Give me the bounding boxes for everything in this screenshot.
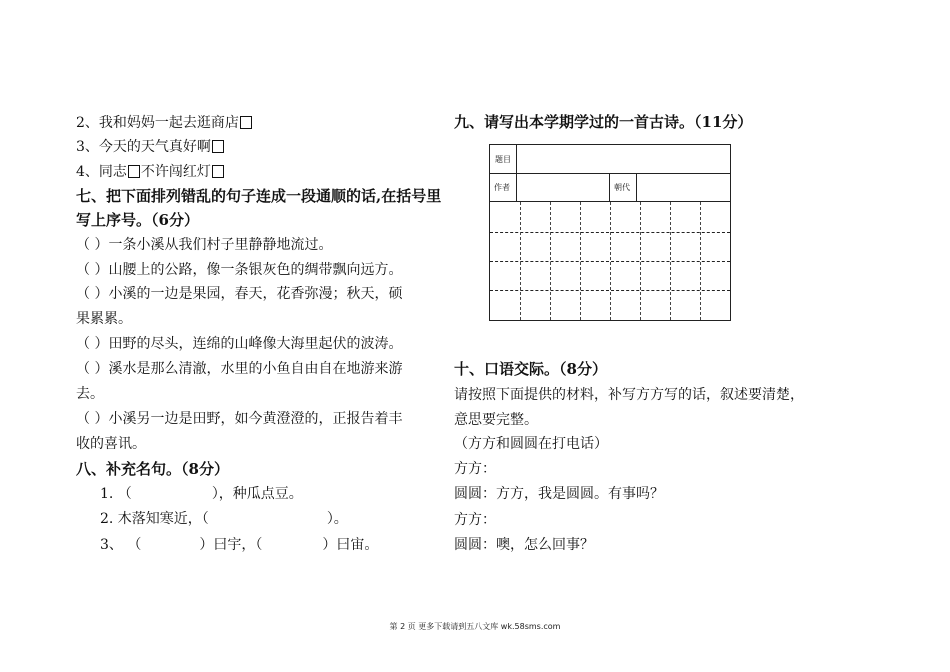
q7-line: （ ）小溪的一边是果园，春天，花香弥漫；秋天，硕 — [76, 286, 403, 302]
q8-text: ）曰宇，（ — [199, 537, 263, 553]
q7-line: （ ）小溪另一边是田野，如今黄澄澄的，正报告着丰 — [76, 411, 403, 427]
page-footer: 第 2 页 更多下载请到五八文库 wk.58sms.com — [389, 622, 561, 631]
q6-item-3 — [76, 137, 225, 157]
poem-grid — [489, 144, 731, 321]
poem-dynasty-input[interactable] — [637, 173, 730, 201]
q8-text: 1. （ — [100, 486, 132, 502]
punctuation-box[interactable] — [212, 140, 224, 153]
q7-line: （ ）溪水是那么清澈，水里的小鱼自由自在地游来游 — [76, 361, 403, 377]
q8-text: ），种瓜点豆。 — [211, 486, 303, 502]
poem-author-label: 作者 — [494, 183, 510, 192]
q10-line: （方方和圆圆在打电话） — [454, 436, 608, 452]
q10-line: 请按照下面提供的材料，补写方方写的话，叙述要清楚， — [454, 387, 804, 403]
q8-title: 八、补充名句。（8分） — [76, 460, 229, 478]
q6-item-text: 2、我和妈妈一起去逛商店 — [76, 115, 239, 131]
q9-title: 九、请写出本学期学过的一首古诗。（11分） — [454, 113, 753, 131]
q7-line: （ ）山腰上的公路，像一条银灰色的绸带飘向远方。 — [76, 262, 403, 278]
q7-line: 去。 — [76, 386, 104, 402]
q10-line: 圆圆：方方，我是圆圆。有事吗？ — [454, 486, 664, 502]
q8-item-2 — [100, 509, 348, 529]
poem-title-label: 题目 — [495, 155, 511, 164]
poem-author-input[interactable] — [517, 173, 609, 201]
q8-text: 3、 （ — [100, 537, 142, 553]
q7-title: 七、把下面排列错乱的句子连成一段通顺的话,在括号里 — [76, 187, 442, 205]
q10-line: 意思要完整。 — [454, 412, 538, 428]
q6-item-4 — [76, 162, 225, 182]
q8-text: ）。 — [326, 511, 348, 527]
q7-line: 收的喜讯。 — [76, 436, 146, 452]
q8-item-1 — [100, 484, 303, 504]
punctuation-box[interactable] — [240, 116, 252, 129]
punctuation-box[interactable] — [128, 165, 140, 178]
punctuation-box[interactable] — [212, 165, 224, 178]
q7-title-cont: 写上序号。（6分） — [76, 211, 199, 229]
q6-item-text: 4、同志 — [76, 164, 127, 180]
poem-title-input[interactable] — [517, 145, 730, 173]
q10-line: 方方： — [454, 461, 496, 477]
q8-item-3 — [100, 535, 378, 555]
q10-title: 十、口语交际。（8分） — [454, 360, 607, 378]
q7-line: 果累累。 — [76, 311, 132, 327]
q10-line: 圆圆：噢，怎么回事？ — [454, 537, 594, 553]
q10-line: 方方： — [454, 512, 496, 528]
q6-item-2 — [76, 113, 253, 133]
q7-line: （ ）一条小溪从我们村子里静静地流过。 — [76, 237, 333, 253]
poem-dynasty-label: 朝代 — [614, 183, 630, 192]
q6-item-text: 不许闯红灯 — [140, 164, 211, 180]
poem-writing-area[interactable] — [490, 202, 730, 320]
q8-text: 2. 木落知寒近，（ — [100, 511, 209, 527]
q6-item-text: 3、今天的天气真好啊 — [76, 139, 211, 155]
q7-line: （ ）田野的尽头，连绵的山峰像大海里起伏的波涛。 — [76, 336, 403, 352]
q8-text: ）曰宙。 — [322, 537, 379, 553]
